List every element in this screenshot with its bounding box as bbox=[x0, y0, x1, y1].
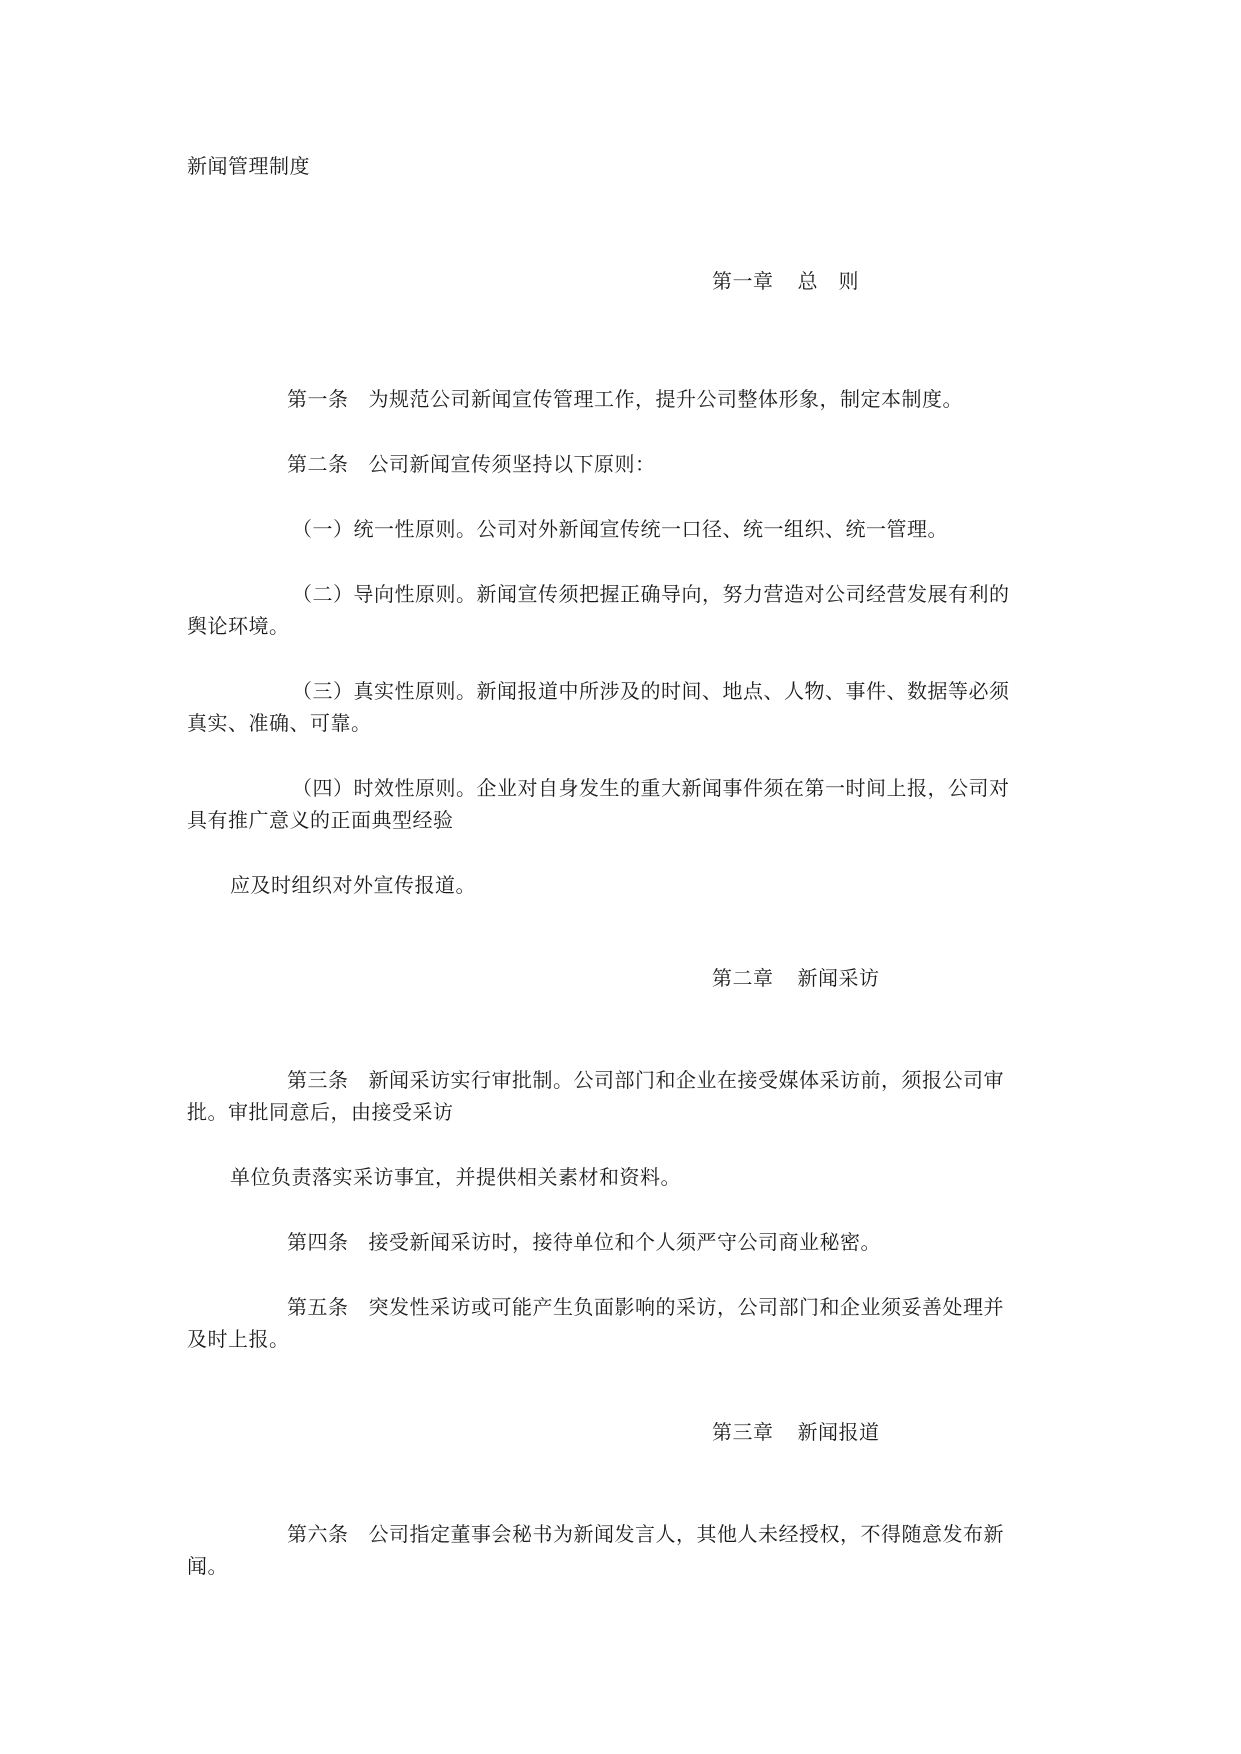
chapter-number: 第二章 bbox=[712, 966, 774, 990]
principle-item-3: （三）真实性原则。新闻报道中所涉及的时间、地点、人物、事件、数据等必须 bbox=[292, 679, 1010, 703]
article-number: 第五条 bbox=[287, 1295, 349, 1319]
principle-item-4-continuation-2: 应及时组织对外宣传报道。 bbox=[230, 873, 476, 897]
article-3-continuation-2: 单位负责落实采访事宜，并提供相关素材和资料。 bbox=[230, 1165, 681, 1189]
article-number: 第二条 bbox=[287, 452, 349, 476]
principle-item-2: （二）导向性原则。新闻宣传须把握正确导向，努力营造对公司经营发展有利的 bbox=[292, 582, 1010, 606]
chapter-title: 新闻采访 bbox=[797, 966, 880, 990]
chapter-title: 总 则 bbox=[797, 269, 859, 293]
chapter-title: 新闻报道 bbox=[797, 1420, 880, 1444]
chapter-number: 第一章 bbox=[712, 269, 774, 293]
principle-item-3-continuation: 真实、准确、可靠。 bbox=[187, 711, 372, 735]
article-4 bbox=[287, 1226, 881, 1258]
article-number: 第四条 bbox=[287, 1230, 349, 1254]
chapter-heading-1 bbox=[712, 265, 859, 297]
article-number: 第一条 bbox=[287, 387, 349, 411]
article-text: 接受新闻采访时，接待单位和个人须严守公司商业秘密。 bbox=[368, 1230, 881, 1254]
article-text: 为规范公司新闻宣传管理工作，提升公司整体形象，制定本制度。 bbox=[368, 387, 963, 411]
article-5-continuation: 及时上报。 bbox=[187, 1327, 290, 1351]
chapter-heading-3 bbox=[712, 1416, 880, 1448]
article-6 bbox=[287, 1518, 1004, 1550]
chapter-number: 第三章 bbox=[712, 1420, 774, 1444]
article-6-continuation: 闻。 bbox=[187, 1554, 228, 1578]
principle-item-1: （一）统一性原则。公司对外新闻宣传统一口径、统一组织、统一管理。 bbox=[292, 517, 948, 541]
article-5 bbox=[287, 1291, 1004, 1323]
principle-item-4: （四）时效性原则。企业对自身发生的重大新闻事件须在第一时间上报，公司对 bbox=[292, 776, 1010, 800]
document-title: 新闻管理制度 bbox=[187, 154, 310, 178]
article-text: 新闻采访实行审批制。公司部门和企业在接受媒体采访前，须报公司审 bbox=[368, 1068, 1004, 1092]
article-number: 第六条 bbox=[287, 1522, 349, 1546]
article-text: 公司指定董事会秘书为新闻发言人，其他人未经授权，不得随意发布新 bbox=[368, 1522, 1004, 1546]
article-text: 公司新闻宣传须坚持以下原则： bbox=[368, 452, 656, 476]
principle-item-2-continuation: 舆论环境。 bbox=[187, 614, 290, 638]
chapter-heading-2 bbox=[712, 962, 880, 994]
article-1 bbox=[287, 383, 963, 415]
article-text: 突发性采访或可能产生负面影响的采访，公司部门和企业须妥善处理并 bbox=[368, 1295, 1004, 1319]
article-number: 第三条 bbox=[287, 1068, 349, 1092]
article-3-continuation: 批。审批同意后，由接受采访 bbox=[187, 1100, 454, 1124]
principle-item-4-continuation: 具有推广意义的正面典型经验 bbox=[187, 808, 454, 832]
article-3 bbox=[287, 1064, 1004, 1096]
article-2 bbox=[287, 448, 656, 480]
